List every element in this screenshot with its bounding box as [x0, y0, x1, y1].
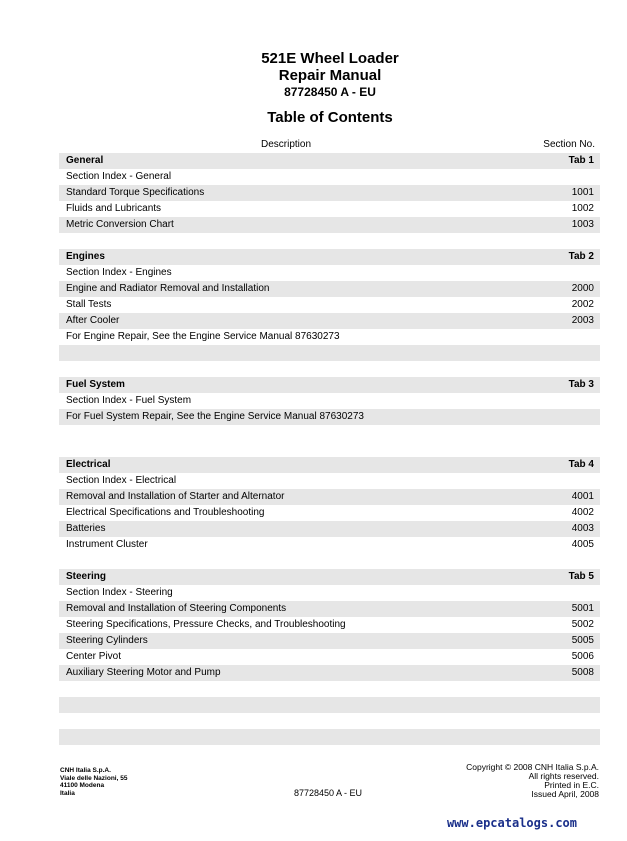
section-header-row [59, 457, 600, 473]
toc-section-number: 2003 [571, 315, 594, 326]
blank-row [59, 697, 600, 713]
toc-section-number: 4003 [571, 523, 594, 534]
toc-section-number: 5001 [571, 603, 594, 614]
toc-row[interactable] [59, 489, 600, 505]
toc-section-number: 4001 [571, 491, 594, 502]
toc-row[interactable] [59, 185, 600, 201]
copyright-line: Issued April, 2008 [531, 789, 599, 799]
section-name: Steering [66, 571, 107, 582]
column-header-description: Description [261, 139, 312, 150]
toc-row[interactable] [59, 393, 600, 409]
section-tab: Tab 4 [568, 459, 594, 470]
toc-row[interactable] [59, 649, 600, 665]
section-spacer [59, 441, 600, 457]
toc-description: Removal and Installation of Starter and Alternator [66, 491, 285, 502]
address-line: CNH Italia S.p.A. [60, 767, 111, 774]
toc-description: Section Index - Electrical [66, 475, 177, 486]
toc-description: Removal and Installation of Steering Components [66, 603, 287, 614]
toc-description: For Fuel System Repair, See the Engine Service Manual 87630273 [66, 411, 364, 422]
toc-row[interactable] [59, 297, 600, 313]
toc-table [59, 153, 600, 745]
toc-row[interactable] [59, 217, 600, 233]
toc-section-number: 5006 [571, 651, 594, 662]
toc-description: Engine and Radiator Removal and Installation [66, 283, 270, 294]
toc-row[interactable] [59, 601, 600, 617]
section-name: Electrical [66, 459, 111, 470]
toc-section-number: 5008 [571, 667, 594, 678]
toc-section-number: 1002 [571, 203, 594, 214]
toc-section-number: 1003 [571, 219, 594, 230]
toc-row[interactable] [59, 425, 600, 441]
address-line: 41100 Modena [60, 782, 105, 789]
toc-description: For Engine Repair, See the Engine Service Manual 87630273 [66, 331, 340, 342]
toc-description: Metric Conversion Chart [66, 219, 174, 230]
footer-doc-number: 87728450 A - EU [294, 788, 363, 798]
section-header-row [59, 249, 600, 265]
toc-row[interactable] [59, 537, 600, 553]
toc-row[interactable] [59, 585, 600, 601]
toc-section-number: 4002 [571, 507, 594, 518]
toc-row[interactable] [59, 505, 600, 521]
section-header-row [59, 569, 600, 585]
toc-description: Center Pivot [66, 651, 122, 662]
toc-row[interactable] [59, 201, 600, 217]
blank-row [59, 713, 600, 729]
toc-description: Fluids and Lubricants [66, 203, 162, 214]
copyright-line: Printed in E.C. [544, 780, 599, 790]
toc-section-number: 2000 [571, 283, 594, 294]
section-name: Engines [66, 251, 105, 262]
toc-section-number: 1001 [571, 187, 594, 198]
address-line: Italia [60, 789, 75, 797]
toc-row[interactable] [59, 169, 600, 185]
section-tab: Tab 5 [568, 571, 594, 582]
blank-row [59, 729, 600, 745]
section-name: General [66, 155, 104, 166]
toc-description: Section Index - Fuel System [66, 395, 192, 406]
address-line: Viale delle Nazioni, 55 [60, 774, 128, 782]
toc-title: Table of Contents [267, 109, 393, 126]
toc-row[interactable] [59, 313, 600, 329]
section-header-row [59, 377, 600, 393]
document-title: 521E Wheel Loader [261, 50, 399, 67]
toc-row[interactable] [59, 281, 600, 297]
toc-row[interactable] [59, 265, 600, 281]
section-spacer [59, 361, 600, 377]
toc-description: Steering Specifications, Pressure Checks, and Troubleshooting [66, 619, 346, 630]
blank-row [59, 681, 600, 697]
toc-description: Stall Tests [66, 299, 112, 310]
company-address [60, 767, 127, 797]
toc-description: After Cooler [66, 315, 120, 326]
toc-row[interactable] [59, 473, 600, 489]
toc-description: Electrical Specifications and Troubleshooting [66, 507, 265, 518]
section-spacer [59, 553, 600, 569]
section-tab: Tab 3 [568, 379, 594, 390]
column-header-section: Section No. [543, 139, 595, 150]
toc-row[interactable] [59, 633, 600, 649]
toc-row[interactable] [59, 345, 600, 361]
toc-description: Batteries [66, 523, 106, 534]
document-subtitle: Repair Manual [278, 67, 382, 84]
toc-section-number: 4005 [571, 539, 594, 550]
section-spacer [59, 233, 600, 249]
toc-section-number: 2002 [571, 299, 594, 310]
copyright-line: All rights reserved. [528, 771, 599, 781]
toc-description: Standard Torque Specifications [66, 187, 205, 198]
toc-row[interactable] [59, 329, 600, 345]
toc-section-number: 5005 [571, 635, 594, 646]
toc-description: Steering Cylinders [66, 635, 148, 646]
toc-description: Section Index - Engines [66, 267, 172, 278]
watermark-url[interactable]: www.epcatalogs.com [446, 816, 577, 830]
toc-row[interactable] [59, 409, 600, 425]
document-number: 87728450 A - EU [284, 85, 376, 99]
toc-description: Instrument Cluster [66, 539, 148, 550]
section-tab: Tab 1 [568, 155, 594, 166]
toc-description: Auxiliary Steering Motor and Pump [66, 667, 221, 678]
toc-row[interactable] [59, 521, 600, 537]
toc-description: Section Index - Steering [66, 587, 173, 598]
section-tab: Tab 2 [568, 251, 594, 262]
toc-section-number: 5002 [571, 619, 594, 630]
toc-description: Section Index - General [66, 171, 172, 182]
section-header-row [59, 153, 600, 169]
copyright-block [466, 763, 599, 799]
toc-row[interactable] [59, 617, 600, 633]
section-name: Fuel System [66, 379, 125, 390]
copyright-line: Copyright © 2008 CNH Italia S.p.A. [466, 762, 599, 772]
toc-row[interactable] [59, 665, 600, 681]
